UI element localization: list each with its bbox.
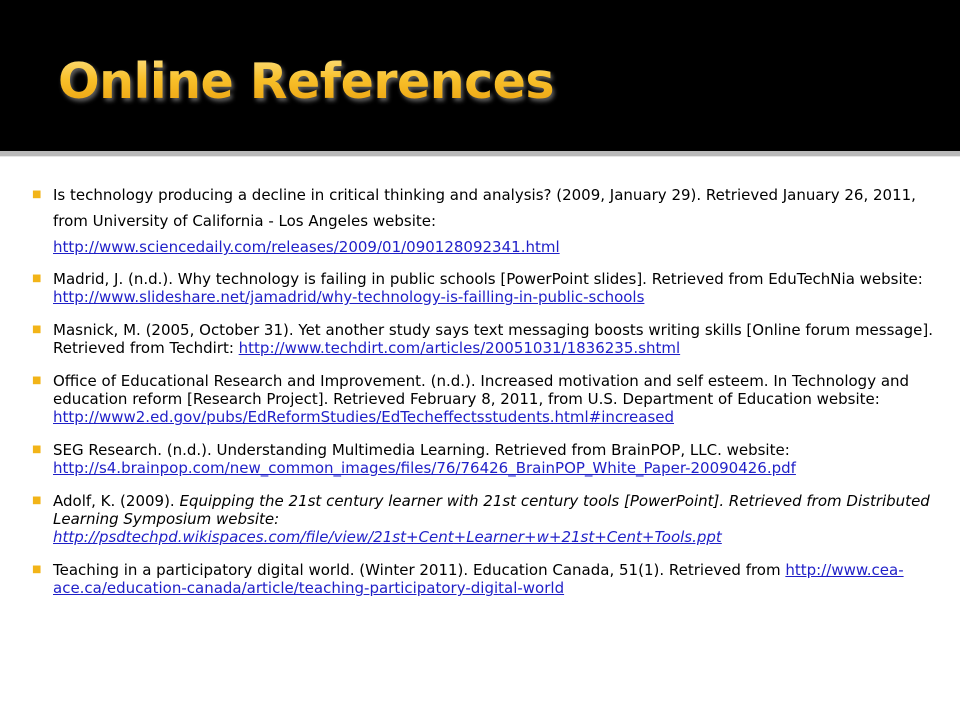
reference-italic-text: Equipping the 21st century learner with 21st century tools [PowerPoint]. Retrieved from Distributed Learning Symposium website: bbox=[53, 492, 930, 528]
reference-item bbox=[32, 561, 947, 597]
square-bullet-icon: ■ bbox=[32, 273, 42, 284]
reference-link[interactable]: http://www2.ed.gov/pubs/EdReformStudies/EdTecheffectsstudents.html#increased bbox=[53, 408, 675, 426]
reference-link[interactable]: http://s4.brainpop.com/new_common_images/files/76/76426_BrainPOP_White_Paper-20090426.pdf bbox=[53, 459, 796, 477]
reference-text: SEG Research. (n.d.). Understanding Multimedia Learning. Retrieved from BrainPOP, LLC. website: bbox=[53, 441, 790, 459]
reference-text: Teaching in a participatory digital world. (Winter 2011). Education Canada, 51(1). Retrieved from bbox=[53, 561, 786, 579]
square-bullet-icon: ■ bbox=[32, 375, 42, 386]
square-bullet-icon: ■ bbox=[32, 495, 42, 506]
reference-text: Madrid, J. (n.d.). Why technology is failing in public schools [PowerPoint slides]. Retrieved from EduTechNia website: bbox=[53, 270, 923, 288]
slide-title: Online References bbox=[58, 53, 555, 110]
reference-text: Office of Educational Research and Improvement. (n.d.). Increased motivation and self esteem. In Technology and education reform [Research Project]. Retrieved February 8, 2011, from U.S. Department of Education website: bbox=[53, 372, 910, 408]
square-bullet-icon: ■ bbox=[32, 444, 42, 455]
reference-link[interactable]: http://www.sciencedaily.com/releases/2009/01/090128092341.html bbox=[53, 238, 560, 256]
reference-item bbox=[32, 321, 947, 357]
reference-item bbox=[32, 182, 947, 260]
square-bullet-icon: ■ bbox=[32, 564, 42, 575]
reference-author: Adolf, K. (2009). bbox=[53, 492, 180, 510]
reference-list bbox=[32, 182, 947, 612]
reference-item bbox=[32, 441, 947, 477]
square-bullet-icon: ■ bbox=[32, 189, 42, 200]
reference-link[interactable]: http://www.slideshare.net/jamadrid/why-technology-is-failling-in-public-schools bbox=[53, 288, 645, 306]
reference-text: Is technology producing a decline in critical thinking and analysis? (2009, January 29). Retrieved January 26, 2011, from University of California - Los Angeles website: bbox=[53, 186, 916, 230]
reference-link[interactable]: http://psdtechpd.wikispaces.com/file/view/21st+Cent+Learner+w+21st+Cent+Tools.ppt bbox=[53, 528, 722, 546]
title-divider-highlight bbox=[0, 156, 960, 157]
reference-link[interactable]: http://www.cea-ace.ca/education-canada/article/teaching-participatory-digital-world bbox=[53, 561, 904, 597]
reference-link[interactable]: http://www.techdirt.com/articles/20051031/1836235.shtml bbox=[238, 339, 681, 357]
reference-item bbox=[32, 372, 947, 426]
reference-item bbox=[32, 492, 947, 546]
reference-item bbox=[32, 270, 947, 306]
square-bullet-icon: ■ bbox=[32, 324, 42, 335]
reference-text: Masnick, M. (2005, October 31). Yet another study says text messaging boosts writing skills [Online forum message]. Retrieved from Techdirt: bbox=[53, 321, 933, 357]
